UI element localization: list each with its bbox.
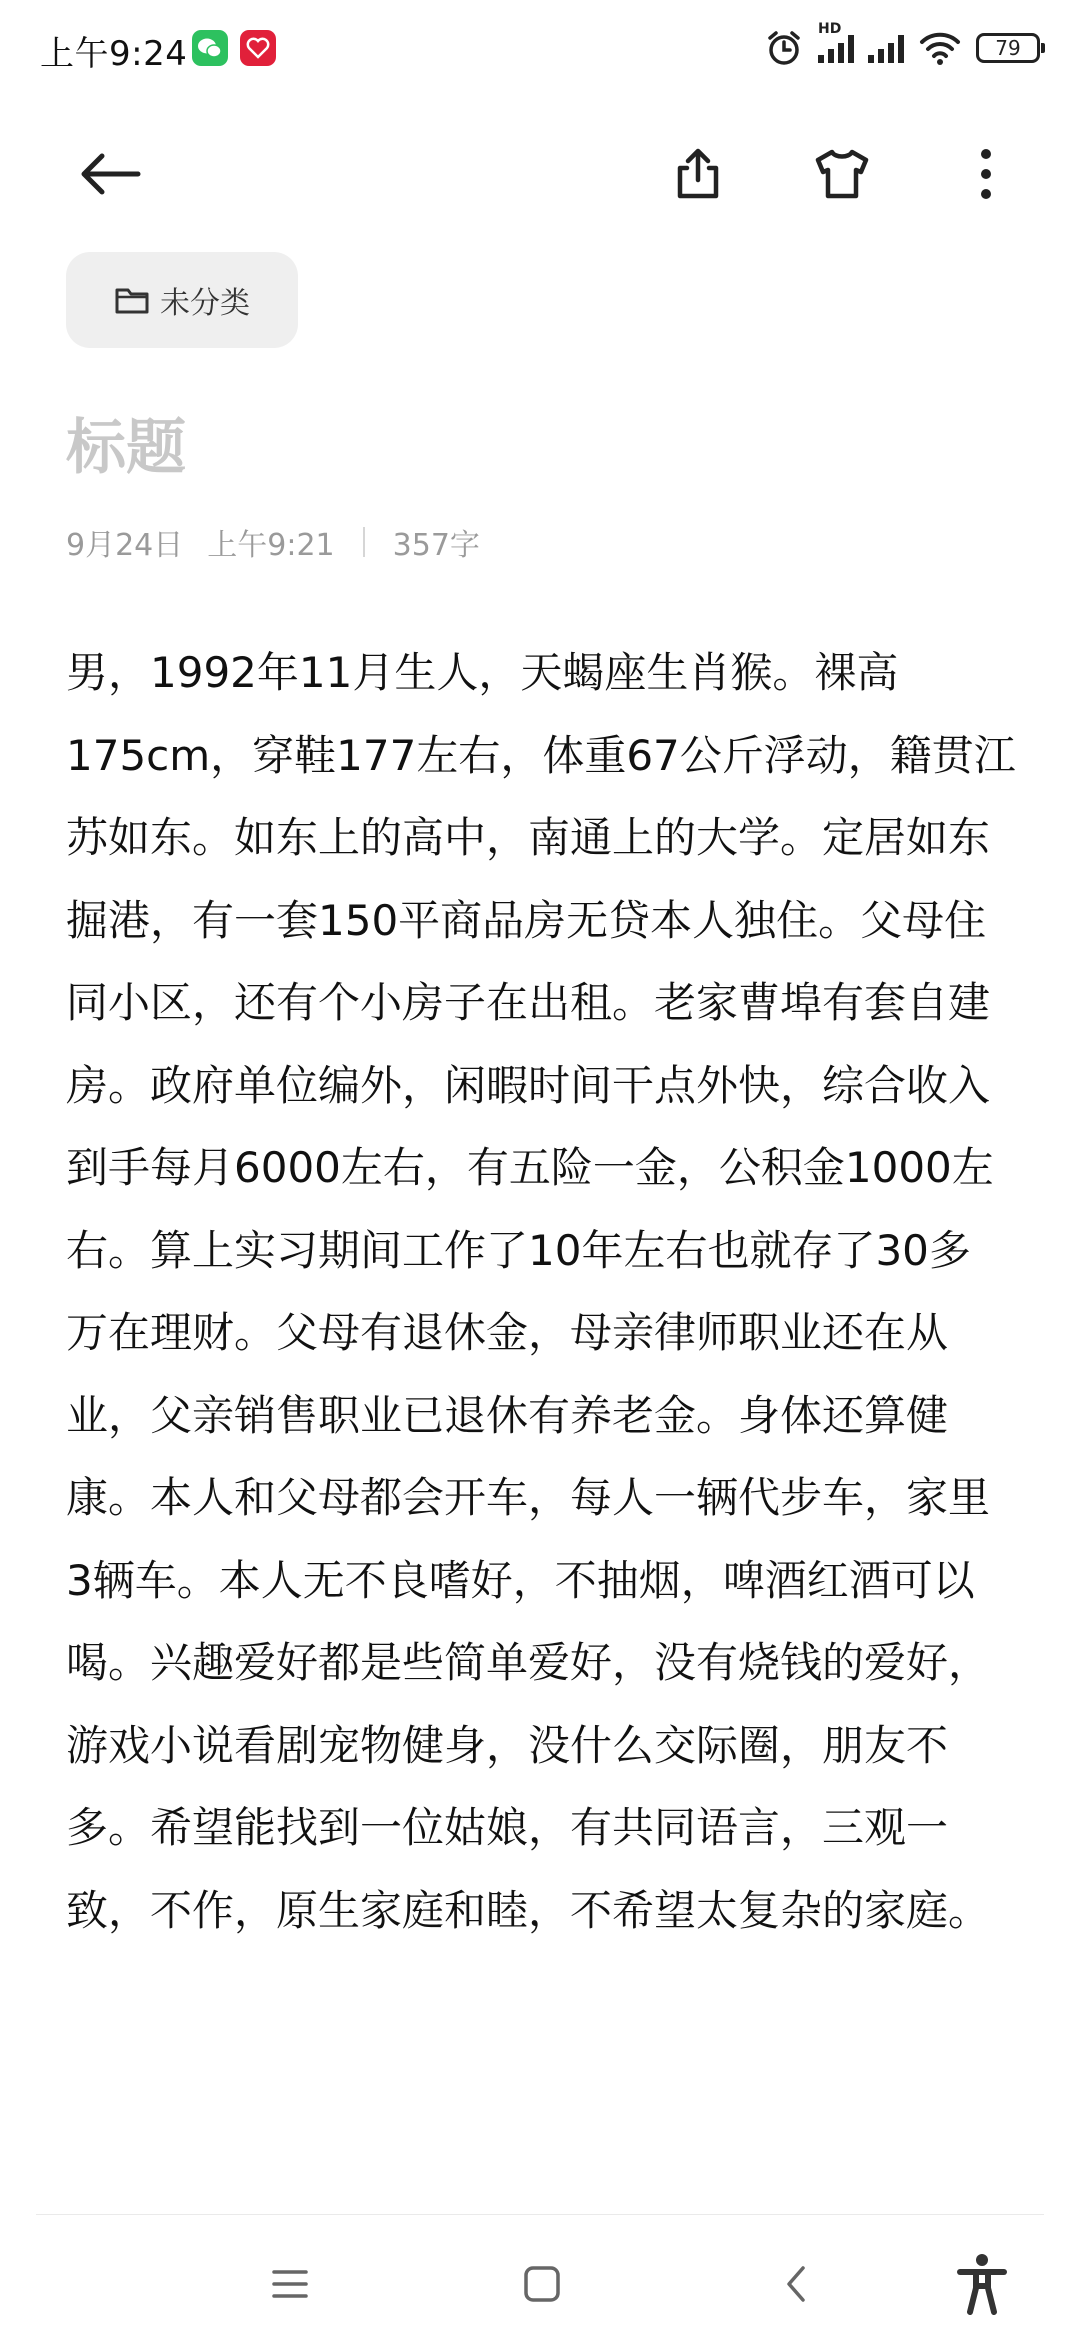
note-time: 上午9:21: [207, 528, 335, 563]
note-word-count: 357字: [392, 528, 480, 563]
wifi-icon: [918, 30, 962, 66]
menu-icon: [270, 2267, 310, 2301]
battery-indicator: 79: [976, 33, 1040, 63]
status-bar: [0, 0, 1080, 96]
more-vertical-icon: [976, 146, 996, 202]
status-time: 上午9:24: [40, 34, 188, 74]
back-button[interactable]: [66, 130, 154, 218]
note-body-editor[interactable]: 男，1992年11月生人，天蝎座生肖猴。裸高 175cm，穿鞋177左右，体重67公斤浮动，籍贯江 苏如东。如东上的高中，南通上的大学。定居如东 掘港，有一套150平商品房无贷本人独住。父母住 同小区，还有个小房子在出租。老家曹埠有套自建 房。政府单位编外，闲暇时间干点外快，综合收入 到手每月6000左右，有五险一金，公积金1000左 右。算上实习期间工作了10年左右也就存了30多 万在理财。父母有退休金，母亲律师职业还在从 业，父亲销售职业已退休有养老金。身体还算健 康。本人和父母都会开车，每人一辆代步车，家里 3辆车。本人无不良嗜好，不抽烟，啤酒红酒可以 喝。兴趣爱好都是些简单爱好，没有烧钱的爱好， 游戏小说看剧宠物健身，没什么交际圈，朋友不 多。希望能找到一位姑娘，有共同语言，三观一 致，不作，原生家庭和睦，不希望太复杂的家庭。: [66, 648, 1016, 1935]
network-label: HD: [818, 21, 842, 37]
tshirt-icon: [812, 146, 872, 202]
nav-home-button[interactable]: [494, 2236, 590, 2332]
arrow-left-icon: [78, 150, 142, 198]
nav-back-button[interactable]: [748, 2236, 844, 2332]
chevron-left-icon: [781, 2264, 811, 2304]
note-date: 9月24日: [66, 528, 184, 563]
wechat-notification-icon: [192, 30, 228, 66]
category-chip[interactable]: [66, 252, 298, 348]
theme-button[interactable]: [798, 130, 886, 218]
cellular-signal-icon: [868, 33, 904, 63]
share-button[interactable]: [654, 130, 742, 218]
nav-divider: [36, 2214, 1044, 2215]
cellular-signal-hd-icon: [818, 21, 854, 63]
note-meta: [66, 520, 480, 564]
note-title-field[interactable]: 标题: [66, 413, 186, 483]
nav-recents-button[interactable]: [242, 2236, 338, 2332]
meta-divider: [363, 527, 365, 557]
share-icon: [670, 146, 726, 202]
status-indicators: [764, 21, 1040, 70]
folder-icon: [114, 285, 150, 315]
accessibility-icon: [954, 2252, 1010, 2316]
home-square-icon: [522, 2264, 562, 2304]
category-label: 未分类: [160, 286, 250, 321]
shopping-notification-icon: [240, 30, 276, 66]
alarm-icon: [764, 28, 804, 68]
more-options-button[interactable]: [942, 130, 1030, 218]
accessibility-button[interactable]: [934, 2236, 1030, 2332]
